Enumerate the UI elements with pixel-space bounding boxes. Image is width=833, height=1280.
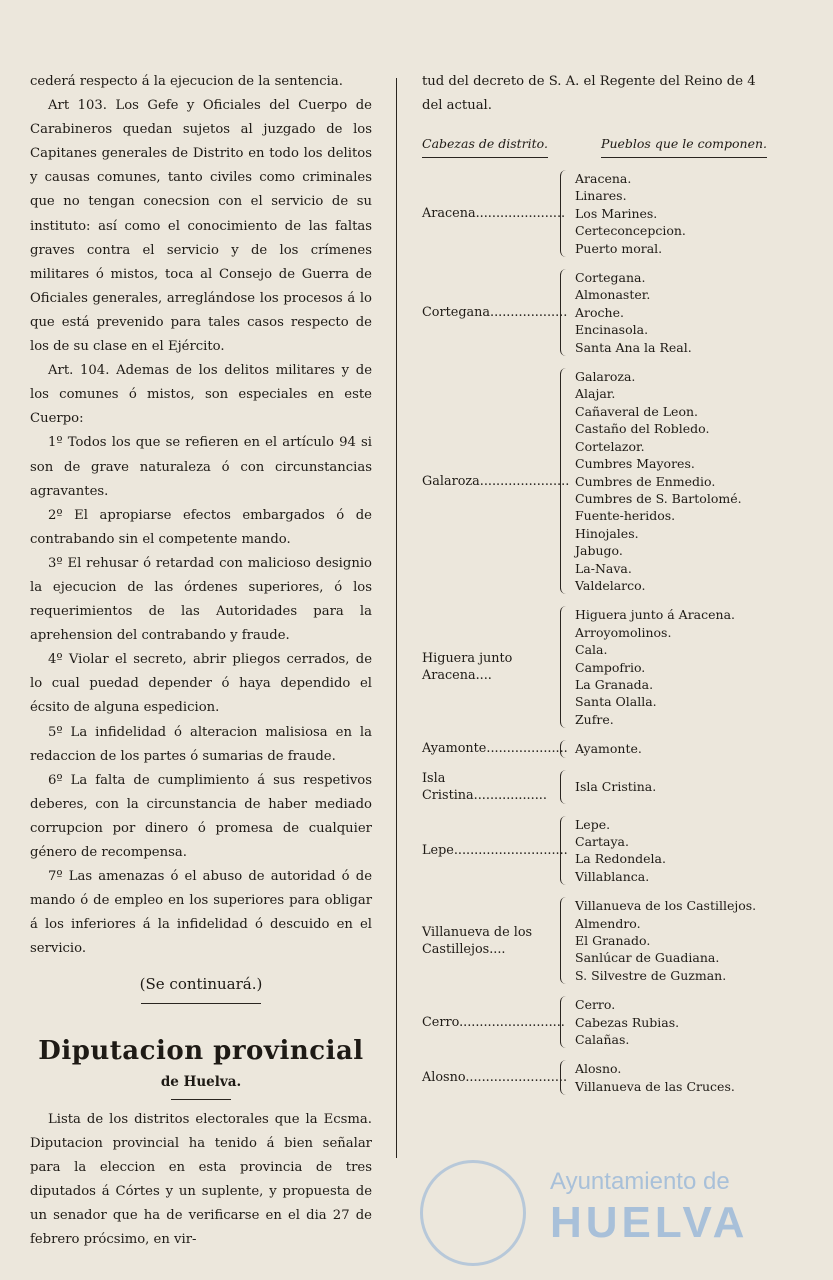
town-item: Linares. bbox=[575, 188, 627, 204]
town-item: Encinasola. bbox=[575, 322, 649, 338]
district-row bbox=[422, 368, 767, 594]
district-towns bbox=[575, 269, 692, 356]
town-item: Puerto moral. bbox=[575, 240, 663, 256]
brace-mark bbox=[560, 816, 571, 886]
districts-table bbox=[422, 170, 767, 1095]
district-towns bbox=[575, 897, 756, 984]
paragraph-sentence-end: cederá respecto á la ejecucion de la sentencia. bbox=[30, 74, 343, 89]
town-item: Aroche. bbox=[575, 304, 624, 320]
district-name: Galaroza...................... bbox=[422, 473, 570, 489]
town-item: Cerro. bbox=[575, 997, 616, 1013]
town-item: Cumbres de Enmedio. bbox=[575, 473, 716, 489]
town-item: Higuera junto á Aracena. bbox=[575, 607, 736, 623]
town-item: Villablanca. bbox=[575, 868, 650, 884]
district-name: Cerro.......................... bbox=[422, 1014, 565, 1030]
district-towns bbox=[575, 170, 686, 257]
district-row bbox=[422, 170, 767, 257]
district-row bbox=[422, 269, 767, 356]
watermark bbox=[420, 1160, 760, 1260]
brace-mark bbox=[560, 269, 571, 356]
town-item: Almendro. bbox=[575, 915, 641, 931]
paragraph-art-103: Art 103. Los Gefe y Oficiales del Cuerpo de Carabineros quedan sujetos al juzgado de los Capitanes generales de Distrito en todo los delitos y causas comunes, tanto civiles como criminales que no tengan conecsion con el servicio de su instituto: así como el conocimiento de las faltas graves contra el servicio y de los crímenes militares ó mistos, toca al Consejo de Guerra de Oficiales generales, arreglándose los procesos á lo que está prevenido para tales casos respecto de los de su clase en el Ejército. bbox=[30, 98, 372, 355]
town-item: Jabugo. bbox=[575, 543, 623, 559]
right-column bbox=[422, 70, 767, 1095]
district-name: Isla Cristina.................. bbox=[422, 770, 547, 803]
brace-mark bbox=[560, 368, 571, 594]
town-item: Arroyomolinos. bbox=[575, 624, 672, 640]
district-row bbox=[422, 996, 767, 1048]
brace-mark bbox=[560, 606, 571, 728]
district-towns bbox=[575, 778, 656, 795]
town-item: Campofrio. bbox=[575, 659, 646, 675]
town-item: Castaño del Robledo. bbox=[575, 421, 710, 437]
list-item: 2º El apropiarse efectos embargados ó de contrabando sin el competente mando. bbox=[30, 507, 372, 547]
town-item: Ayamonte. bbox=[575, 741, 642, 757]
brace-mark bbox=[560, 996, 571, 1048]
section-subtitle: de Huelva. bbox=[160, 1074, 242, 1091]
district-name: Aracena...................... bbox=[422, 206, 566, 222]
town-item: Cala. bbox=[575, 642, 608, 658]
town-item: Cartaya. bbox=[575, 834, 629, 849]
brace-mark bbox=[560, 897, 571, 984]
district-name: Villanueva de los Castillejos.... bbox=[422, 924, 533, 957]
district-row bbox=[422, 606, 767, 728]
town-item: Calañas. bbox=[575, 1032, 630, 1048]
town-item: Zufre. bbox=[575, 711, 614, 727]
town-item: Alajar. bbox=[575, 386, 616, 402]
section-divider bbox=[141, 1003, 261, 1004]
district-towns bbox=[575, 1060, 735, 1095]
district-row bbox=[422, 770, 767, 804]
town-item: Lepe. bbox=[575, 816, 611, 832]
town-item: Cumbres Mayores. bbox=[575, 456, 695, 472]
district-row bbox=[422, 816, 767, 886]
town-item: La Redondela. bbox=[575, 851, 666, 867]
district-towns bbox=[575, 816, 666, 886]
town-item: La-Nava. bbox=[575, 560, 632, 576]
district-row bbox=[422, 1060, 767, 1095]
district-towns bbox=[575, 740, 642, 757]
town-item: Aracena. bbox=[575, 171, 632, 186]
header-towns: Pueblos que le componen. bbox=[601, 132, 767, 158]
town-item: Cabezas Rubias. bbox=[575, 1014, 680, 1030]
town-item: Cortegana. bbox=[575, 270, 646, 286]
town-item: Cumbres de S. Bartolomé. bbox=[575, 490, 742, 506]
town-item: Santa Olalla. bbox=[575, 694, 657, 710]
town-item: La Granada. bbox=[575, 676, 654, 692]
list-item: 6º La falta de cumplimiento á sus respetivos deberes, con la circunstancia de haber mediado corrupcion por dinero ó promesa de cualquier género de recompensa. bbox=[30, 772, 372, 860]
town-item: Santa Ana la Real. bbox=[575, 339, 692, 355]
town-item: Valdelarco. bbox=[575, 577, 646, 593]
header-districts: Cabezas de distrito. bbox=[422, 132, 548, 158]
town-item: Cortelazor. bbox=[575, 438, 645, 454]
town-item: El Granado. bbox=[575, 933, 651, 949]
city-seal-icon bbox=[420, 1160, 526, 1266]
town-item: Hinojales. bbox=[575, 525, 639, 541]
brace-mark bbox=[560, 740, 571, 757]
district-name: Alosno......................... bbox=[422, 1070, 568, 1086]
left-column bbox=[30, 70, 372, 1252]
list-item: 1º Todos los que se refieren en el artículo 94 si son de grave naturaleza ó con circunstancias agravantes. bbox=[30, 435, 372, 499]
district-name: Cortegana................... bbox=[422, 305, 568, 321]
list-item: 4º Violar el secreto, abrir pliegos cerrados, de lo cual puedad depender ó haya dependido el écsito de alguna espedicion. bbox=[30, 652, 372, 716]
town-item: Villanueva de las Cruces. bbox=[575, 1078, 735, 1094]
town-item: Alosno. bbox=[575, 1061, 622, 1077]
continuation-note: (Se continuará.) bbox=[139, 975, 263, 994]
list-item: 7º Las amenazas ó el abuso de autoridad ó de mando ó de empleo en los superiores para obligar á los inferiores á la infidelidad ó descuido en el servicio. bbox=[30, 869, 372, 957]
district-row bbox=[422, 897, 767, 984]
table-header bbox=[422, 132, 767, 158]
town-item: S. Silvestre de Guzman. bbox=[575, 967, 727, 983]
watermark-line1: Ayuntamiento de bbox=[550, 1168, 730, 1195]
town-item: Almonaster. bbox=[575, 287, 651, 303]
town-item: Cañaveral de Leon. bbox=[575, 403, 698, 419]
town-item: Isla Cristina. bbox=[575, 778, 657, 794]
list-item: 3º El rehusar ó retardad con malicioso designio la ejecucion de las órdenes superiores, ó los requerimientos de las Autoridades para la aprehension del contrabando y fraude. bbox=[30, 555, 372, 644]
town-item: Fuente-heridos. bbox=[575, 508, 676, 524]
district-towns bbox=[575, 996, 679, 1048]
town-item: Los Marines. bbox=[575, 205, 658, 221]
district-towns bbox=[575, 368, 742, 594]
subtitle-divider bbox=[171, 1099, 231, 1100]
column-divider bbox=[396, 78, 397, 1158]
town-item: Villanueva de los Castillejos. bbox=[575, 898, 757, 914]
district-name: Higuera junto Aracena.... bbox=[422, 651, 513, 684]
paragraph-art-104: Art. 104. Ademas de los delitos militares y de los comunes ó mistos, son especiales en este Cuerpo: bbox=[30, 363, 372, 427]
paragraph-electoral-intro: Lista de los distritos electorales que la Ecsma. Diputacion provincial ha tenido á bien señalar para la eleccion en esta provincia de tres diputados á Córtes y un suplente, y propuesta de un senador que ha de verificarse en el dia 27 de febrero prócsimo, en vir- bbox=[30, 1111, 372, 1248]
district-towns bbox=[575, 606, 735, 728]
town-item: Certeconcepcion. bbox=[575, 223, 686, 239]
district-name: Ayamonte.................... bbox=[422, 741, 568, 757]
town-item: Sanlúcar de Guadiana. bbox=[575, 950, 720, 966]
district-row bbox=[422, 740, 767, 757]
watermark-line2: HUELVA bbox=[550, 1198, 749, 1247]
list-item: 5º La infidelidad ó alteracion malisiosa en la redaccion de los partes ó sumarias de fraude. bbox=[30, 724, 372, 764]
town-item: Galaroza. bbox=[575, 369, 636, 385]
paragraph-decree-continuation: tud del decreto de S. A. el Regente del Reino de 4 del actual. bbox=[422, 74, 756, 113]
section-title: Diputacion provincial bbox=[38, 1036, 364, 1067]
brace-mark bbox=[560, 1060, 571, 1095]
brace-mark bbox=[560, 170, 571, 257]
brace-mark bbox=[560, 770, 571, 804]
district-name: Lepe............................ bbox=[422, 842, 568, 858]
